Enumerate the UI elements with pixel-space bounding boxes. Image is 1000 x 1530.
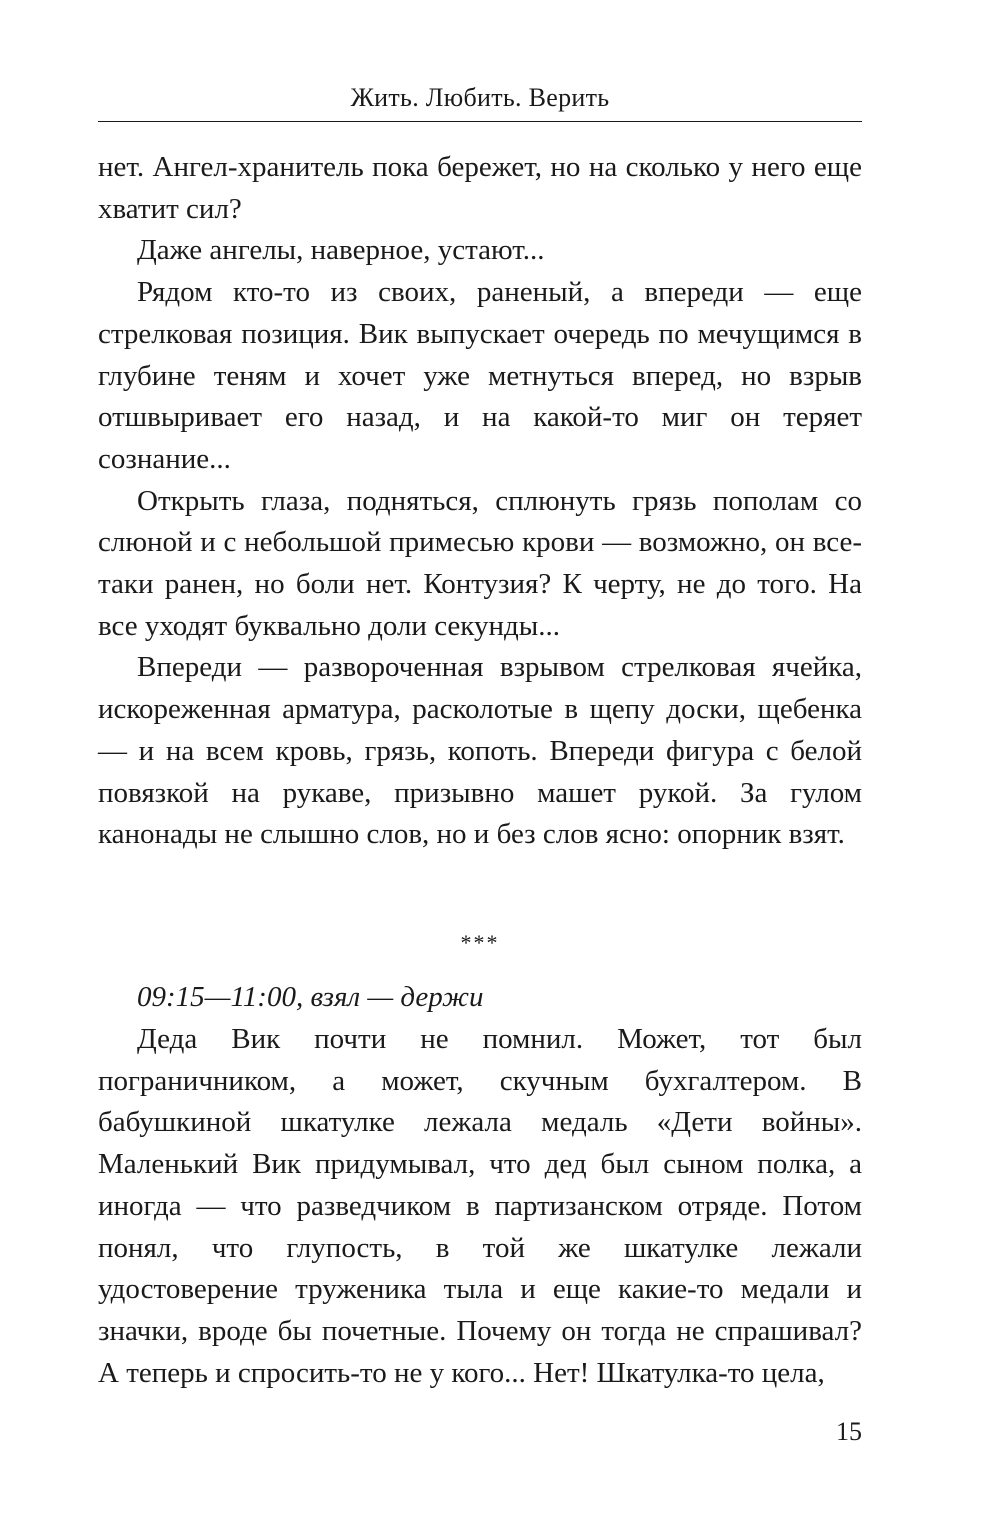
section-heading: 09:15—11:00, взял — держи [137,981,484,1013]
page-number: 15 [836,1417,862,1446]
section-separator: *** [460,930,500,955]
running-head-title: Жить. Любить. Верить [350,83,610,112]
paragraph: Рядом кто-то из своих, раненый, а впереди — еще стрелковая позиция. Вик выпускает очередь по мечущимся в глубине теням и хочет уже метнуться вперед, но взрыв отшвыривает его назад, и на какой-то миг он теряет сознание... [98,276,862,475]
header-rule [98,121,862,122]
body-text-section [98,1019,862,1394]
paragraph: Деда Вик почти не помнил. Может, тот был пограничником, а может, скучным бухгалтером. В бабушкиной шкатулке лежала медаль «Дети войны». Маленький Вик придумывал, что дед был сыном полка, а иногда — что разведчиком в партизанском отряде. Потом понял, что глупость, в той же шкатулке лежали удостоверение труженика тыла и еще какие-то медали и значки, вроде бы почетные. Почему он тогда не спрашивал? А теперь и спросить-то не у кого... Нет! Шкатулка-то цела, [98,1023,862,1389]
paragraph: Впереди — развороченная взрывом стрелковая ячейка, искореженная арматура, расколотые в щепу доски, щебенка — и на всем кровь, грязь, копоть. Впереди фигура с белой повязкой на рукаве, призывно машет рукой. За гулом канонады не слышно слов, но и без слов ясно: опорник взят. [98,651,862,851]
paragraph-continuation: нет. Ангел-хранитель пока бережет, но на сколько у него еще хватит сил? [98,151,862,225]
paragraph: Даже ангелы, наверное, устают... [137,234,545,267]
paragraph: Открыть глаза, подняться, сплюнуть грязь пополам со слюной и с небольшой примесью крови — возможно, он все-таки ранен, но боли нет. Контузия? К черту, не до того. На все уходят буквально доли секунды... [98,484,862,642]
body-text-top [98,147,862,856]
